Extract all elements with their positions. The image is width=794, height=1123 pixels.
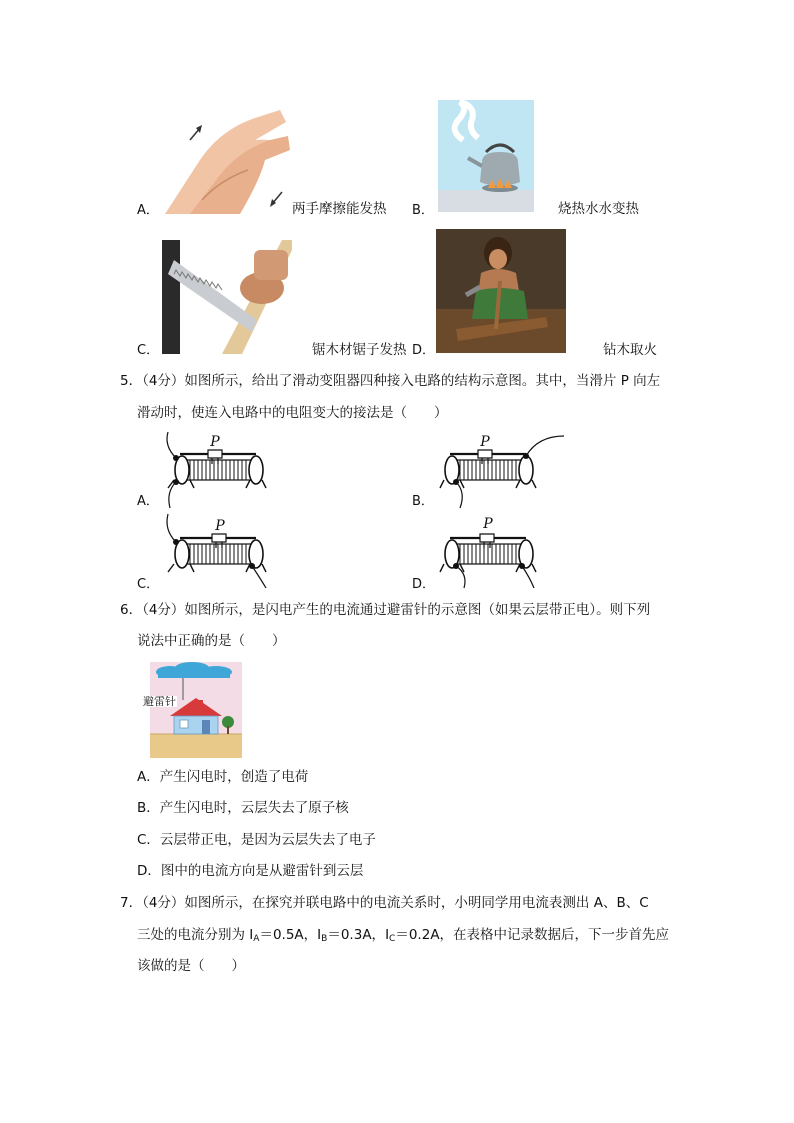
ia-symbol: I xyxy=(249,927,254,943)
drilling-wood-fire-icon xyxy=(436,229,566,353)
q4-option-a-caption: 两手摩擦能发热 xyxy=(292,201,387,217)
q7-stem-line3: 该做的是（ ） xyxy=(137,958,245,974)
ib-value: ＝0.3A， xyxy=(327,927,386,943)
rheostat-c-diagram xyxy=(160,512,270,590)
slider-p-label: P xyxy=(480,434,490,450)
q4-option-c-letter: C． xyxy=(137,343,160,358)
q7-line2-prefix: 三处的电流分别为 xyxy=(137,927,250,943)
ib-symbol: I xyxy=(317,927,322,943)
ic-symbol: I xyxy=(385,927,390,943)
ib-subscript: B xyxy=(321,934,328,944)
q6-stem-line2: 说法中正确的是（ ） xyxy=(137,633,286,649)
ia-value: ＝0.5A， xyxy=(259,927,318,943)
slider-p-label: P xyxy=(210,434,220,450)
q4-option-b-caption: 烧热水水变热 xyxy=(558,201,639,217)
q4-option-c-caption: 锯木材锯子发热 xyxy=(312,342,407,358)
rheostat-b-diagram xyxy=(438,428,568,510)
slider-p-label: P xyxy=(483,516,493,532)
q5-option-c-letter: C． xyxy=(137,577,160,592)
q6-choice-d: D．图中的电流方向是从避雷针到云层 xyxy=(137,863,364,879)
ic-subscript: C xyxy=(389,934,396,944)
q5-option-d-letter: D． xyxy=(412,577,436,592)
boiling-kettle-icon xyxy=(438,100,534,212)
q7-stem-line1: 7．（4分）如图所示，在探究并联电路中的电流关系时，小明同学用电流表测出 A、B、C xyxy=(120,895,649,911)
ic-value: ＝0.2A，在表格中记录数据后，下一步首先应 xyxy=(395,927,670,943)
rheostat-a-diagram xyxy=(160,428,270,510)
q6-choice-a: A．产生闪电时，创造了电荷 xyxy=(137,769,309,785)
slider-p-label: P xyxy=(215,518,225,534)
q7-stem-line2 xyxy=(137,929,669,944)
q6-stem-line1: 6．（4分）如图所示，是闪电产生的电流通过避雷针的示意图（如果云层带正电）。则下列 xyxy=(120,602,651,618)
ia-subscript: A xyxy=(253,934,260,944)
q4-option-b-letter: B． xyxy=(412,203,434,218)
q5-stem-line1: 5．（4分）如图所示，给出了滑动变阻器四种接入电路的结构示意图。其中，当滑片 P 向左 xyxy=(120,373,661,389)
q4-option-a-letter: A． xyxy=(137,203,159,218)
q5-option-b-letter: B． xyxy=(412,494,434,509)
q6-choice-b: B．产生闪电时，云层失去了原子核 xyxy=(137,800,349,816)
lightning-rod-label: 避雷针 xyxy=(143,695,176,708)
lightning-rod-figure xyxy=(143,662,242,758)
sawing-wood-icon xyxy=(162,240,292,354)
q5-stem-line2: 滑动时，使连入电路中的电阻变大的接法是（ ） xyxy=(137,405,448,421)
q6-choice-c: C．云层带正电，是因为云层失去了电子 xyxy=(137,832,376,848)
q4-option-d-letter: D． xyxy=(412,343,436,358)
rheostat-d-diagram xyxy=(438,512,548,590)
q5-option-a-letter: A． xyxy=(137,494,159,509)
rubbing-hands-icon xyxy=(160,100,292,214)
q4-option-d-caption: 钻木取火 xyxy=(603,342,657,358)
